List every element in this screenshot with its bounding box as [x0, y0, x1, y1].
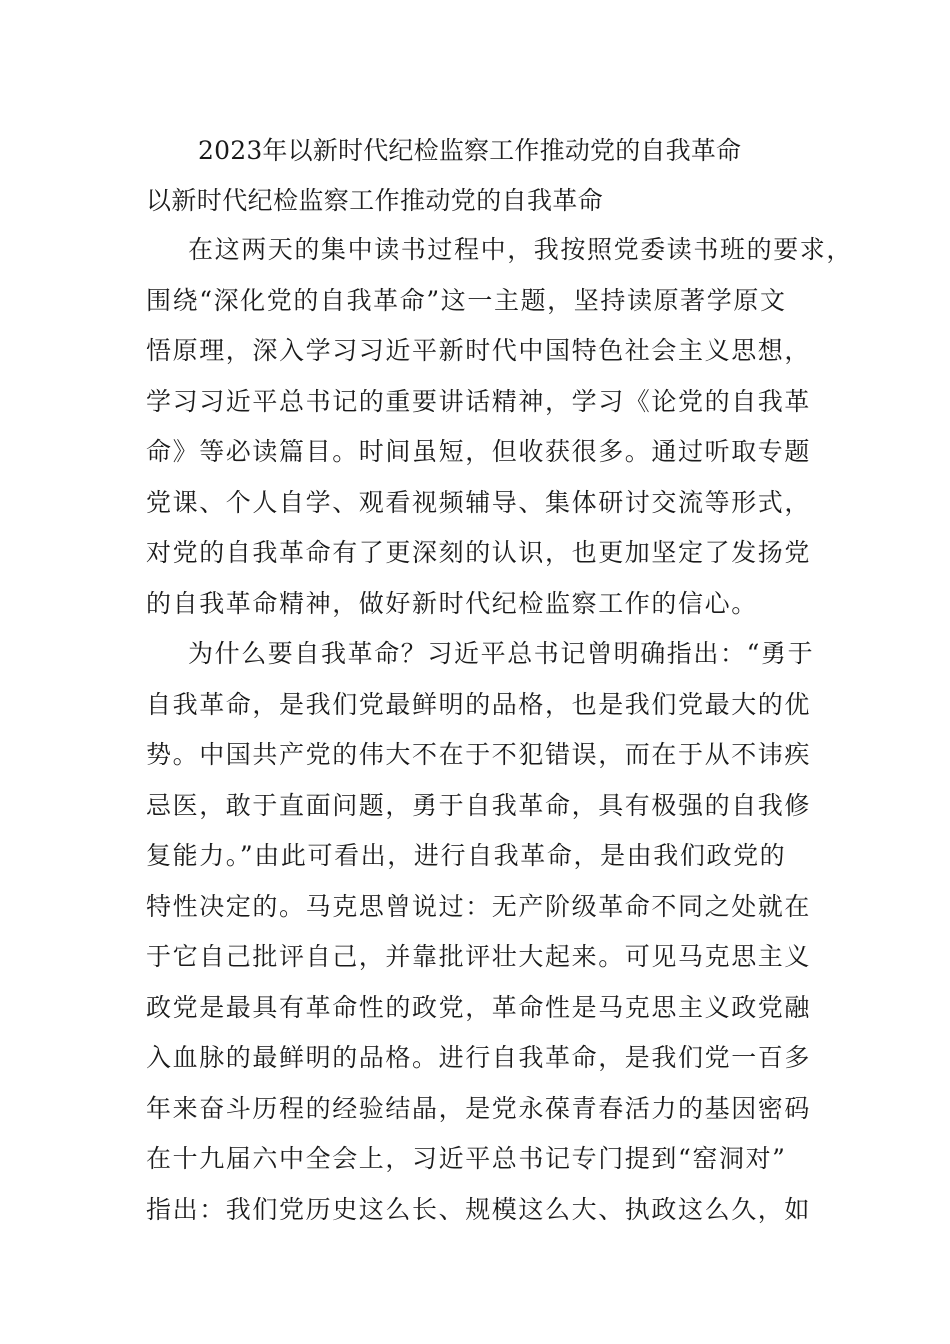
paragraph-2-line: 自我革命，是我们党最鲜明的品格，也是我们党最大的优: [146, 689, 812, 719]
document-title: 2023年以新时代纪检监察工作推动党的自我革命: [198, 136, 742, 165]
paragraph-1-line: 在这两天的集中读书过程中，我按照党委读书班的要求，: [188, 235, 854, 264]
paragraph-2-line: 复能力。”由此可看出，进行自我革命，是由我们政党的: [146, 841, 787, 870]
paragraph-2-line: 为什么要自我革命？习近平总书记曾明确指出：“勇于: [188, 639, 815, 668]
document-body: [146, 230, 854, 1240]
paragraph-1-line: 命》等必读篇目。时间虽短，但收获很多。通过听取专题: [146, 437, 812, 466]
paragraph-1-line: 学习习近平总书记的重要讲话精神，学习《论党的自我革: [146, 386, 812, 416]
paragraph-2-line: 年来奋斗历程的经验结晶，是党永葆青春活力的基因密码: [146, 1093, 812, 1123]
paragraph-2-line: 政党是最具有革命性的政党，革命性是马克思主义政党融: [146, 992, 812, 1022]
paragraph-1-line: 悟原理，深入学习习近平新时代中国特色社会主义思想，: [146, 336, 812, 365]
paragraph-1-line: 围绕“深化党的自我革命”这一主题，坚持读原著学原文: [146, 285, 787, 315]
paragraph-1-line: 党课、个人自学、观看视频辅导、集体研讨交流等形式，: [146, 487, 812, 517]
document-subtitle: 以新时代纪检监察工作推动党的自我革命: [146, 186, 604, 215]
paragraph-2-line: 忌医，敢于直面问题，勇于自我革命，具有极强的自我修: [146, 790, 812, 820]
paragraph-2-line: 在十九届六中全会上，习近平总书记专门提到“窑洞对”: [146, 1144, 787, 1173]
paragraph-1-line: 对党的自我革命有了更深刻的认识，也更加坚定了发扬党: [146, 538, 812, 567]
paragraph-2-line: 于它自己批评自己，并靠批评壮大起来。可见马克思主义: [146, 942, 812, 971]
paragraph-2-line: 入血脉的最鲜明的品格。进行自我革命，是我们党一百多: [146, 1043, 812, 1072]
paragraph-2-line: 势。中国共产党的伟大不在于不犯错误，而在于从不讳疾: [146, 740, 812, 769]
paragraph-1-line: 的自我革命精神，做好新时代纪检监察工作的信心。: [146, 588, 758, 618]
paragraph-2-line: 特性决定的。马克思曾说过：无产阶级革命不同之处就在: [146, 891, 812, 921]
paragraph-2-line: 指出：我们党历史这么长、规模这么大、执政这么久，如: [146, 1194, 812, 1224]
